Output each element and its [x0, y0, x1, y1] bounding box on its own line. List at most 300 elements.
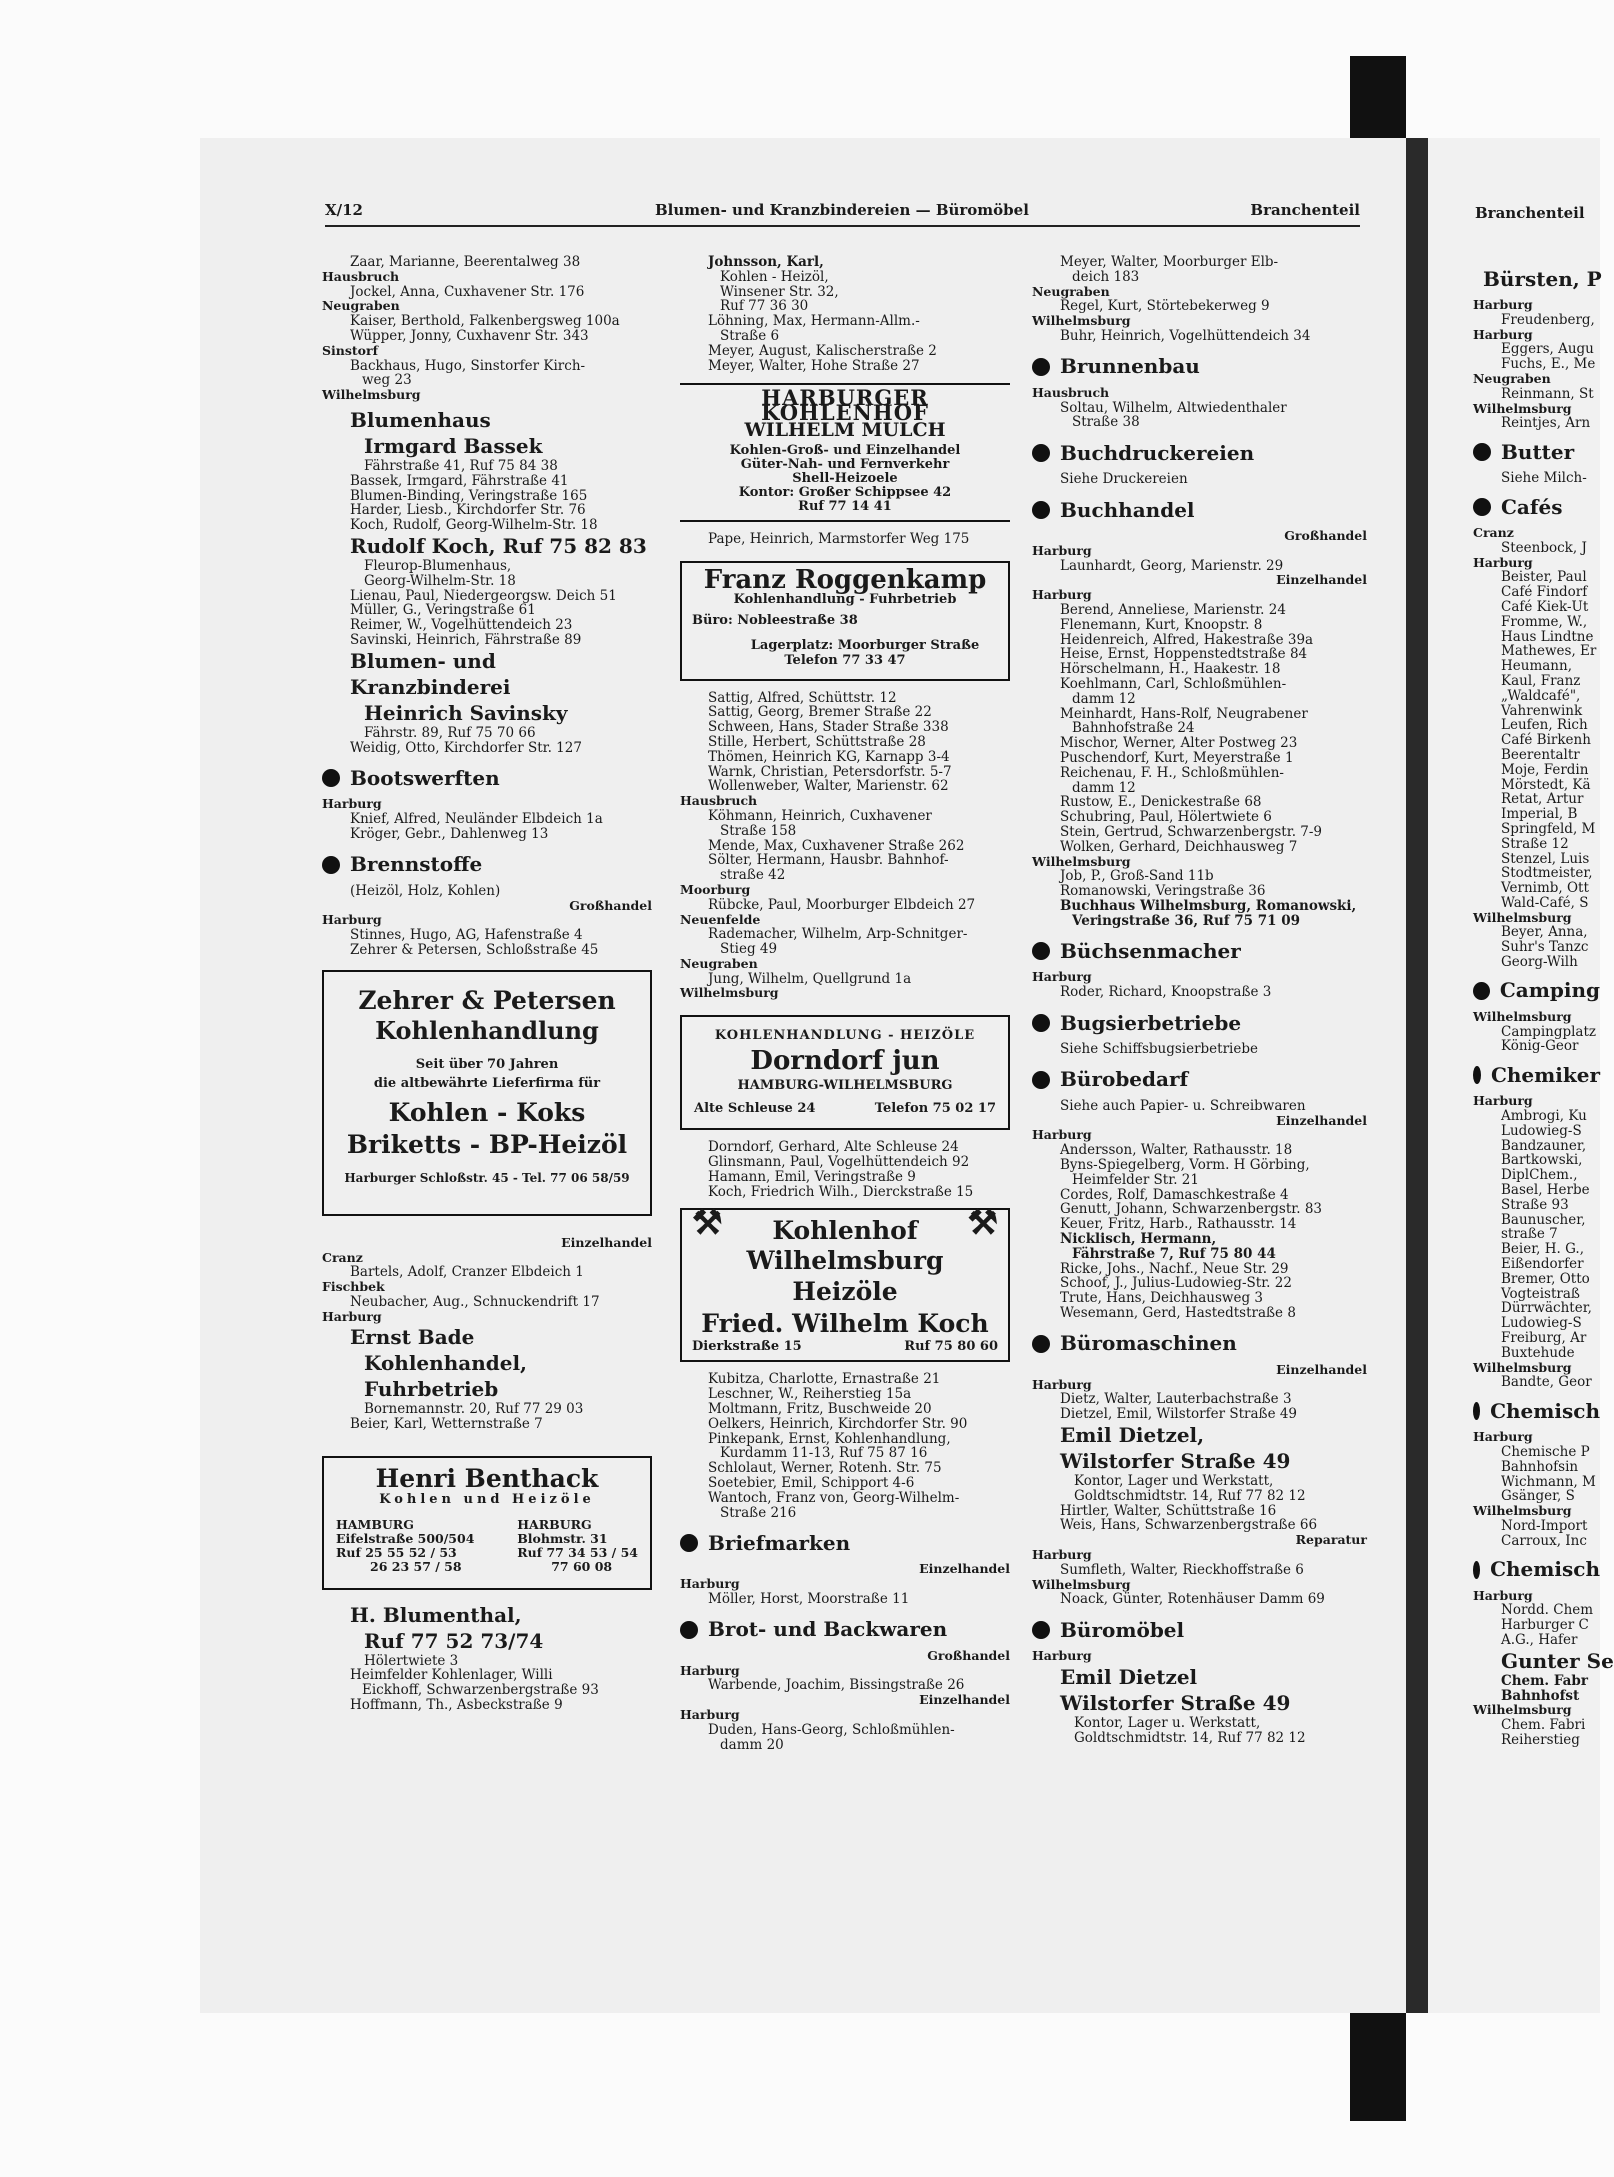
- listing-heading: Ernst Bade: [350, 1325, 475, 1350]
- entry: Retat, Artur: [1501, 791, 1584, 808]
- entry: Puschendorf, Kurt, Meyerstraße 1: [1060, 749, 1294, 766]
- district-label: Wilhelmsburg: [1473, 1008, 1572, 1024]
- bullet-icon: [1473, 443, 1491, 461]
- entry: Jung, Wilhelm, Quellgrund 1a: [708, 970, 912, 987]
- advertisement-zehrer: Zehrer & Petersen Kohlenhandlung Seit über 70 Jahren die altbewährte Lieferfirma für Kohlen - Koks Briketts - BP-Heizöl Harburger Schloßstr. 45 - Tel. 77 06 58/59: [322, 970, 652, 1216]
- entry: Schubring, Paul, Hölertwiete 6: [1060, 809, 1272, 826]
- entry: Chem. Fabr: [1501, 1672, 1588, 1689]
- entry: Springfeld, M: [1501, 820, 1596, 837]
- entry: Dietzel, Emil, Wilstorfer Straße 49: [1060, 1406, 1298, 1423]
- entry: Café Kiek-Ut: [1501, 598, 1589, 615]
- entry: Meinhardt, Hans-Rolf, Neugrabener: [1060, 705, 1308, 722]
- district-label: Harburg: [1032, 542, 1092, 558]
- trade-type-label: Großhandel: [1284, 527, 1367, 543]
- listing-address: Georg-Wilhelm-Str. 18: [364, 572, 516, 589]
- entry: Vogteistraß: [1501, 1285, 1580, 1302]
- next-page-content: [1473, 258, 1614, 1748]
- district-label: Moorburg: [680, 881, 751, 897]
- entry: Harburger C: [1501, 1617, 1589, 1634]
- listing-address: Kontor, Lager u. Werkstatt,: [1074, 1714, 1261, 1731]
- section-heading: Büchsenmacher: [1032, 942, 1367, 960]
- entry: Wollenweber, Walter, Marienstr. 62: [708, 778, 949, 795]
- entry: Carroux, Inc: [1501, 1532, 1587, 1549]
- trade-type-label: Einzelhandel: [919, 1561, 1010, 1577]
- book-gutter: [1406, 138, 1428, 2013]
- entry: Neubacher, Aug., Schnuckendrift 17: [350, 1293, 600, 1310]
- district-label: Wilhelmsburg: [1032, 1576, 1131, 1592]
- entry: Kaiser, Berthold, Falkenbergsweg 100a: [350, 313, 620, 330]
- bullet-icon: [680, 1621, 698, 1639]
- entry: Café Findorf: [1501, 584, 1588, 601]
- entry: Kubitza, Charlotte, Ernastraße 21: [708, 1371, 941, 1388]
- bullet-icon: [1032, 1335, 1050, 1353]
- entry-list: [322, 812, 652, 842]
- district-label: Wilhelmsburg: [680, 985, 779, 1001]
- entry: Bahnhofstraße 24: [1072, 720, 1195, 737]
- entry-list: [680, 1140, 1010, 1199]
- entry: Schlolaut, Werner, Rotenh. Str. 75: [708, 1460, 942, 1477]
- district-label: Wilhelmsburg: [1473, 1503, 1572, 1519]
- entry: Heumann,: [1501, 658, 1572, 675]
- entry: Chemische P: [1501, 1444, 1590, 1460]
- entry: Hirtler, Walter, Schüttstraße 16: [1060, 1502, 1277, 1519]
- entry: Wüpper, Jonny, Cuxhavenr Str. 343: [350, 327, 589, 344]
- district-label: Harburg: [1473, 326, 1533, 342]
- trade-type-label: Einzelhandel: [1276, 1361, 1367, 1377]
- entry: Thömen, Heinrich KG, Karnapp 3-4: [708, 748, 950, 765]
- entry: Beyer, Anna,: [1501, 924, 1588, 941]
- entry: Beier, H. G.,: [1501, 1241, 1585, 1258]
- entry: straße 42: [720, 867, 786, 884]
- district-label: Sinstorf: [322, 342, 378, 358]
- listing-heading: Kohlenhandel, Fuhrbetrieb: [364, 1351, 527, 1402]
- bullet-icon: [322, 769, 340, 787]
- section-heading: Buchdruckereien: [1032, 444, 1367, 462]
- entry: Moltmann, Fritz, Buschweide 20: [708, 1401, 932, 1418]
- entry: damm 12: [1072, 690, 1136, 707]
- entry: Bahnhofsin: [1501, 1458, 1579, 1475]
- entry: Sumfleth, Walter, Rieckhoffstraße 6: [1060, 1561, 1304, 1578]
- bullet-icon: [1032, 942, 1050, 960]
- page-topic: Blumen- und Kranzbindereien — Büromöbel: [655, 201, 1029, 219]
- district-label: Wilhelmsburg: [1473, 1359, 1572, 1375]
- entry: Weidig, Otto, Kirchdorfer Str. 127: [350, 739, 582, 756]
- district-label: Harburg: [680, 1576, 740, 1592]
- entry: König-Geor: [1501, 1038, 1579, 1055]
- hammer-icon: ⚒: [967, 1202, 998, 1243]
- section-heading: Cafés: [1473, 498, 1600, 516]
- entry: Kaul, Franz: [1501, 672, 1581, 689]
- entry-list: [322, 928, 652, 958]
- entry: Glinsmann, Paul, Vogelhüttendeich 92: [708, 1154, 970, 1171]
- advertisement-roggenkamp: Franz Roggenkamp Kohlenhandlung - Fuhrbetrieb Büro: Nobleestraße 38 Lagerplatz: Moorburger Straße Telefon 77 33 47: [680, 561, 1010, 681]
- entry: Bartkowski,: [1501, 1152, 1583, 1169]
- entry: Eißendorfer: [1501, 1256, 1584, 1273]
- entry: Steenbock, J: [1501, 539, 1587, 556]
- entry: Noack, Günter, Rotenhäuser Damm 69: [1060, 1591, 1325, 1608]
- entry: Regel, Kurt, Störtebekerweg 9: [1060, 298, 1270, 315]
- section-heading: Camping: [1473, 982, 1600, 1000]
- listing-heading: Blumenhaus: [350, 407, 491, 432]
- entry: Leschner, W., Reiherstieg 15a: [708, 1386, 912, 1403]
- listing-address: Fährstraße 41, Ruf 75 84 38: [364, 457, 558, 474]
- district-label: Harburg: [1032, 587, 1092, 603]
- hammer-icon: ⚒: [692, 1202, 723, 1243]
- section-heading: Büromaschinen: [1032, 1335, 1367, 1353]
- district-label: Harburg: [680, 1707, 740, 1722]
- listing-address: Fleurop-Blumenhaus,: [364, 557, 512, 574]
- entry: Fährstraße 7, Ruf 75 80 44: [1072, 1245, 1276, 1262]
- entry: Meyer, Walter, Moorburger Elb-: [1060, 254, 1279, 270]
- entry: Kohlen - Heizöl,: [720, 268, 829, 285]
- entry: Duden, Hans-Georg, Schloßmühlen-: [708, 1721, 955, 1738]
- entry: Ruf 77 36 30: [720, 298, 809, 315]
- entry: Stille, Herbert, Schüttstraße 28: [708, 733, 926, 750]
- entry: Ricke, Johs., Nachf., Neue Str. 29: [1060, 1260, 1289, 1277]
- trade-type-label: Reparatur: [1295, 1532, 1367, 1548]
- section-heading: Bürobedarf: [1032, 1071, 1367, 1089]
- entry-list: [1032, 1378, 1367, 1422]
- bullet-icon: [1032, 358, 1050, 376]
- entry: Straße 38: [1072, 414, 1140, 431]
- entry: Jockel, Anna, Cuxhavener Str. 176: [350, 283, 585, 300]
- entry: DiplChem.,: [1501, 1167, 1578, 1184]
- entry: Reintjes, Arn: [1501, 415, 1591, 432]
- entry: Nord-Import: [1501, 1517, 1588, 1534]
- entry: Kröger, Gebr., Dahlenweg 13: [350, 825, 549, 842]
- entry: Straße 158: [720, 822, 797, 839]
- entry: deich 183: [1072, 268, 1140, 285]
- district-label: Harburg: [1032, 969, 1092, 985]
- entry: Reichenau, F. H., Schloßmühlen-: [1060, 764, 1284, 781]
- entry: Fromme, W.,: [1501, 613, 1588, 630]
- district-label: Harburg: [1032, 1648, 1092, 1664]
- entry: Nordd. Chem: [1501, 1602, 1594, 1619]
- entry-list: [680, 255, 1010, 373]
- entry: Eggers, Augu: [1501, 341, 1594, 358]
- district-label: Neugraben: [322, 298, 400, 314]
- district-label: Fischbek: [322, 1279, 385, 1295]
- section-heading: Bürsten, P: [1483, 266, 1602, 291]
- entry: Buhr, Heinrich, Vogelhüttendeich 34: [1060, 327, 1311, 344]
- entry: Eickhoff, Schwarzenbergstraße 93: [362, 1682, 599, 1699]
- entry: Gsänger, S: [1501, 1488, 1575, 1505]
- entry: Trute, Hans, Deichhausweg 3: [1060, 1290, 1263, 1307]
- section-heading: Butter: [1473, 443, 1600, 461]
- entry: Rustow, E., Denickestraße 68: [1060, 794, 1262, 811]
- entry: Johnsson, Karl,: [708, 254, 824, 270]
- district-label: Harburg: [322, 1308, 382, 1324]
- entry: Cordes, Rolf, Damaschkestraße 4: [1060, 1186, 1289, 1203]
- entry: Meyer, Walter, Hohe Straße 27: [708, 357, 920, 374]
- listing-heading: Heinrich Savinsky: [364, 700, 568, 725]
- entry: Buchhaus Wilhelmsburg, Romanowski,: [1060, 897, 1357, 914]
- entry: Müller, G., Veringstraße 61: [350, 602, 536, 619]
- entry: Bartels, Adolf, Cranzer Elbdeich 1: [350, 1264, 584, 1281]
- district-label: Harburg: [680, 1662, 740, 1678]
- entry: Stieg 49: [720, 941, 778, 958]
- section-heading: Chemiker: [1473, 1066, 1600, 1084]
- entry: Hamann, Emil, Veringstraße 9: [708, 1169, 916, 1186]
- entry-list: [1032, 1504, 1367, 1534]
- entry: Keuer, Fritz, Harb., Rathausstr. 14: [1060, 1216, 1297, 1233]
- bullet-icon: [1032, 1014, 1050, 1032]
- section-note: (Heizöl, Holz, Kohlen): [350, 882, 501, 899]
- entry: Vahrenwink: [1501, 702, 1583, 719]
- entry: Stinnes, Hugo, AG, Hafenstraße 4: [350, 927, 583, 944]
- entry: Lienau, Paul, Niedergeorgsw. Deich 51: [350, 587, 617, 604]
- entry: Köhmann, Heinrich, Cuxhavener: [708, 807, 932, 824]
- section-heading: Brennstoffe: [322, 856, 652, 874]
- column-2: [680, 255, 1010, 1752]
- entry: Reiherstieg: [1501, 1731, 1580, 1748]
- bullet-icon: [1032, 444, 1050, 462]
- entry: Löhning, Max, Hermann-Allm.-: [708, 313, 920, 330]
- entry: A.G., Hafer: [1501, 1631, 1578, 1648]
- entry: Chem. Fabri: [1501, 1717, 1586, 1734]
- entry: Freiburg, Ar: [1501, 1330, 1587, 1347]
- listing-heading: Gunter Se: [1501, 1648, 1614, 1673]
- listing-heading: H. Blumenthal,: [350, 1602, 522, 1627]
- district-label: Wilhelmsburg: [1032, 313, 1131, 329]
- bullet-icon: [680, 1534, 698, 1552]
- bullet-icon: [1473, 982, 1490, 1000]
- entry: Georg-Wilh: [1501, 954, 1578, 971]
- entry-list: [680, 691, 1010, 1002]
- district-label: Cranz: [1473, 524, 1514, 540]
- entry: Byns-Spiegelberg, Vorm. H Görbing,: [1060, 1157, 1310, 1174]
- entry: Wald-Café, S: [1501, 894, 1589, 911]
- entry: Vernimb, Ott: [1501, 880, 1589, 897]
- entry: Stein, Gertrud, Schwarzenbergstr. 7-9: [1060, 823, 1323, 840]
- section-heading: Buchhandel: [1032, 501, 1367, 519]
- entry: Hörschelmann, H., Haakestr. 18: [1060, 661, 1281, 678]
- entry: Buxtehude: [1501, 1344, 1575, 1361]
- entry-list: [1032, 386, 1367, 430]
- entry: Genutt, Johann, Schwarzenbergstr. 83: [1060, 1201, 1323, 1218]
- entry: Rademacher, Wilhelm, Arp-Schnitger-: [708, 926, 968, 943]
- advertisement-dorndorf: KOHLENHANDLUNG - HEIZÖLE Dorndorf jun HAMBURG-WILHELMSBURG Alte Schleuse 24 Telefon 75 02 17: [680, 1015, 1010, 1130]
- entry: Mende, Max, Cuxhavener Straße 262: [708, 837, 965, 854]
- entry: Backhaus, Hugo, Sinstorfer Kirch-: [350, 357, 586, 374]
- entry: Stodtmeister,: [1501, 865, 1593, 882]
- district-label: Wilhelmsburg: [1473, 400, 1572, 416]
- entry: Café Birkenh: [1501, 732, 1591, 749]
- listing-heading: Irmgard Bassek: [364, 433, 543, 458]
- hamburg-branch: HAMBURG Eifelstraße 500/504 Ruf 25 55 52 / 53 26 23 57 / 58: [336, 1516, 475, 1574]
- entry: Imperial, B: [1501, 806, 1578, 823]
- harburg-branch: HARBURG Blohmstr. 31 Ruf 77 34 53 / 54 77 60 08: [517, 1516, 638, 1574]
- entry: Launhardt, Georg, Marienstr. 29: [1060, 557, 1284, 574]
- entry: Nicklisch, Hermann,: [1060, 1231, 1217, 1248]
- section-heading: Brot- und Backwaren: [680, 1621, 1010, 1639]
- entry: Meyer, August, Kalischerstraße 2: [708, 342, 937, 359]
- entry: „Waldcafé",: [1501, 687, 1581, 704]
- trade-type-label: Großhandel: [927, 1647, 1010, 1663]
- entry: Moje, Ferdin: [1501, 761, 1589, 778]
- entry: Rübcke, Paul, Moorburger Elbdeich 27: [708, 896, 976, 913]
- entry: damm 12: [1072, 779, 1136, 796]
- entry-list: [322, 255, 652, 403]
- section-heading: Bugsierbetriebe: [1032, 1014, 1367, 1032]
- district-label: Harburg: [1032, 1127, 1092, 1143]
- entry: Hoffmann, Th., Asbeckstraße 9: [350, 1697, 563, 1714]
- entry: Blumen-Binding, Veringstraße 165: [350, 487, 588, 504]
- district-label: Harburg: [1032, 1547, 1092, 1562]
- entry: Wichmann, M: [1501, 1473, 1596, 1490]
- entry-list: [322, 474, 652, 533]
- section-heading: Büromöbel: [1032, 1621, 1367, 1639]
- district-label: Hausbruch: [322, 268, 400, 284]
- district-label: Wilhelmsburg: [1032, 853, 1131, 869]
- entry-list: [1032, 1128, 1367, 1320]
- trade-type-label: Einzelhandel: [561, 1234, 652, 1250]
- trade-type-label: Großhandel: [569, 897, 652, 913]
- bullet-icon: [1473, 1402, 1480, 1420]
- entry: Kurdamm 11-13, Ruf 75 87 16: [720, 1445, 928, 1462]
- bullet-icon: [1032, 501, 1050, 519]
- section-heading: Bootswerften: [322, 769, 652, 787]
- listing-heading: Blumen- und Kranzbinderei: [350, 648, 511, 699]
- entry: Beerentaltr: [1501, 746, 1580, 763]
- entry: Straße 6: [720, 327, 780, 344]
- district-label: Wilhelmsburg: [322, 387, 421, 403]
- entry: Savinski, Heinrich, Fährstraße 89: [350, 631, 582, 648]
- district-label: Harburg: [1473, 554, 1533, 570]
- entry: Soetebier, Emil, Schipport 4-6: [708, 1475, 915, 1492]
- listing-heading: Wilstorfer Straße 49: [1060, 1690, 1291, 1715]
- listing-address: Kontor, Lager und Werkstatt,: [1074, 1473, 1274, 1490]
- entry: Bandzauner,: [1501, 1137, 1587, 1154]
- section-heading: Brunnenbau: [1032, 358, 1367, 376]
- entry: Ambrogi, Ku: [1501, 1108, 1587, 1125]
- entry: Heimfelder Kohlenlager, Willi: [350, 1667, 553, 1684]
- entry-list: [1032, 1548, 1367, 1607]
- page-header: [325, 201, 1360, 227]
- district-label: Harburg: [1473, 1587, 1533, 1603]
- entry-list: [1032, 255, 1367, 344]
- entry: Job, P., Groß-Sand 11b: [1060, 868, 1214, 885]
- entry: Bandte, Geor: [1501, 1374, 1592, 1391]
- advertisement-kohlenhof: HARBURGER KOHLENHOF WILHELM MULCH Kohlen-Groß- und Einzelhandel Güter-Nah- und Fernverkehr Shell-Heizoele Kontor: Großer Schippsee 42 Ruf 77 14 41: [680, 383, 1010, 521]
- entry: Sattig, Georg, Bremer Straße 22: [708, 704, 932, 721]
- entry: Straße 216: [720, 1504, 797, 1521]
- entry: Freudenberg,: [1501, 311, 1595, 328]
- listing-address: Goldtschmidtstr. 14, Ruf 77 82 12: [1074, 1729, 1306, 1746]
- section-note: Siehe Schiffsbugsierbetriebe: [1060, 1041, 1258, 1058]
- entry-list: [1032, 588, 1367, 928]
- section-heading: Chemisch: [1473, 1402, 1600, 1420]
- entry: Koch, Rudolf, Georg-Wilhelm-Str. 18: [350, 517, 598, 534]
- entry: damm 20: [720, 1736, 784, 1753]
- district-label: Hausbruch: [680, 793, 758, 809]
- entry: Warbende, Joachim, Bissingstraße 26: [708, 1677, 965, 1694]
- bullet-icon: [1032, 1071, 1050, 1089]
- entry: Veringstraße 36, Ruf 75 71 09: [1072, 912, 1301, 929]
- entry: Straße 93: [1501, 1196, 1569, 1213]
- entry: Pape, Heinrich, Marmstorfer Weg 175: [708, 530, 970, 547]
- district-label: Wilhelmsburg: [1473, 909, 1572, 925]
- listing-heading: Emil Dietzel,: [1060, 1423, 1205, 1448]
- entry: Weis, Hans, Schwarzenbergstraße 66: [1060, 1517, 1318, 1534]
- entry: Mathewes, Er: [1501, 643, 1597, 660]
- entry: Stenzel, Luis: [1501, 850, 1590, 867]
- entry: Heimfelder Str. 21: [1072, 1171, 1199, 1188]
- district-label: Harburg: [1473, 1093, 1533, 1109]
- entry: Pinkepank, Ernst, Kohlenhandlung,: [708, 1430, 951, 1447]
- entry: Ludowieg-S: [1501, 1122, 1582, 1139]
- entry: Schween, Hans, Stader Straße 338: [708, 719, 949, 736]
- district-label: Neugraben: [1473, 370, 1551, 386]
- district-label: Neugraben: [680, 955, 758, 971]
- district-label: Harburg: [322, 796, 382, 812]
- entry: Beier, Karl, Wetternstraße 7: [350, 1416, 543, 1433]
- entry: Leufen, Rich: [1501, 717, 1588, 734]
- entry: Möller, Horst, Moorstraße 11: [708, 1591, 910, 1608]
- entry: Suhr's Tanzc: [1501, 939, 1589, 956]
- entry: Heidenreich, Alfred, Hakestraße 39a: [1060, 631, 1314, 648]
- entry: Wantoch, Franz von, Georg-Wilhelm-: [708, 1489, 960, 1506]
- entry: Campingplatz: [1501, 1023, 1597, 1040]
- entry: Dorndorf, Gerhard, Alte Schleuse 24: [708, 1139, 959, 1156]
- column-3: [1032, 255, 1367, 1746]
- entry: Mörstedt, Kä: [1501, 776, 1591, 793]
- entry: Flenemann, Kurt, Knoopstr. 8: [1060, 616, 1263, 633]
- advertisement-koch: ⚒ Kohlenhof Wilhelmsburg ⚒ Heizöle Fried. Wilhelm Koch Dierkstraße 15 Ruf 75 80 60: [680, 1208, 1010, 1363]
- entry: Wolken, Gerhard, Deichhausweg 7: [1060, 838, 1298, 855]
- entry: Schoof, J., Julius-Ludowieg-Str. 22: [1060, 1275, 1292, 1292]
- entry: Bahnhofst: [1501, 1687, 1580, 1704]
- trade-type-label: Einzelhandel: [919, 1692, 1010, 1708]
- entry: Sattig, Alfred, Schüttstr. 12: [708, 689, 897, 706]
- entry: Basel, Herbe: [1501, 1182, 1590, 1199]
- entry: Dürrwächter,: [1501, 1300, 1592, 1317]
- bullet-icon: [1032, 1621, 1050, 1639]
- district-label: Harburg: [1473, 1429, 1533, 1445]
- column-1: [322, 255, 652, 1713]
- entry: Ludowieg-S: [1501, 1315, 1582, 1332]
- entry: Knief, Alfred, Neuländer Elbdeich 1a: [350, 811, 603, 828]
- entry: Soltau, Wilhelm, Altwiedenthaler: [1060, 399, 1287, 416]
- entry: Harder, Liesb., Kirchdorfer Str. 76: [350, 502, 586, 519]
- entry: Bremer, Otto: [1501, 1270, 1590, 1287]
- entry: Mischor, Werner, Alter Postweg 23: [1060, 735, 1298, 752]
- district-label: Harburg: [1032, 1376, 1092, 1392]
- listing-heading: Ruf 77 52 73/74: [364, 1628, 544, 1653]
- advertisement-benthack: Henri Benthack Kohlen und Heizöle HAMBURG Eifelstraße 500/504 Ruf 25 55 52 / 53 26 23 57 / 58 HARBURG Blohmstr. 31 Ruf 77 34 53 / 54 77 60 08: [322, 1456, 652, 1590]
- trade-type-label: Einzelhandel: [1276, 572, 1367, 588]
- entry-list: [322, 1251, 652, 1325]
- section-note: Siehe Druckereien: [1060, 471, 1188, 488]
- entry: Koch, Friedrich Wilh., Dierckstraße 15: [708, 1183, 974, 1200]
- entry-list: [322, 1668, 652, 1712]
- entry: Beister, Paul: [1501, 569, 1587, 586]
- district-label: Neuenfelde: [680, 911, 761, 927]
- district-label: Hausbruch: [1032, 384, 1110, 400]
- listing-heading: Emil Dietzel: [1060, 1664, 1198, 1689]
- listing-address: Hölertwiete 3: [364, 1652, 459, 1669]
- listing-address: Goldtschmidtstr. 14, Ruf 77 82 12: [1074, 1487, 1306, 1504]
- entry: Reinmann, St: [1501, 385, 1594, 402]
- entry: Zehrer & Petersen, Schloßstraße 45: [350, 941, 599, 958]
- district-label: Harburg: [322, 912, 382, 928]
- entry: straße 7: [1501, 1226, 1558, 1243]
- entry: Oelkers, Heinrich, Kirchdorfer Str. 90: [708, 1415, 968, 1432]
- entry-list: [322, 589, 652, 648]
- bullet-icon: [1473, 1561, 1480, 1579]
- page-number: X/12: [325, 201, 363, 219]
- listing-address: Bornemannstr. 20, Ruf 77 29 03: [364, 1401, 584, 1418]
